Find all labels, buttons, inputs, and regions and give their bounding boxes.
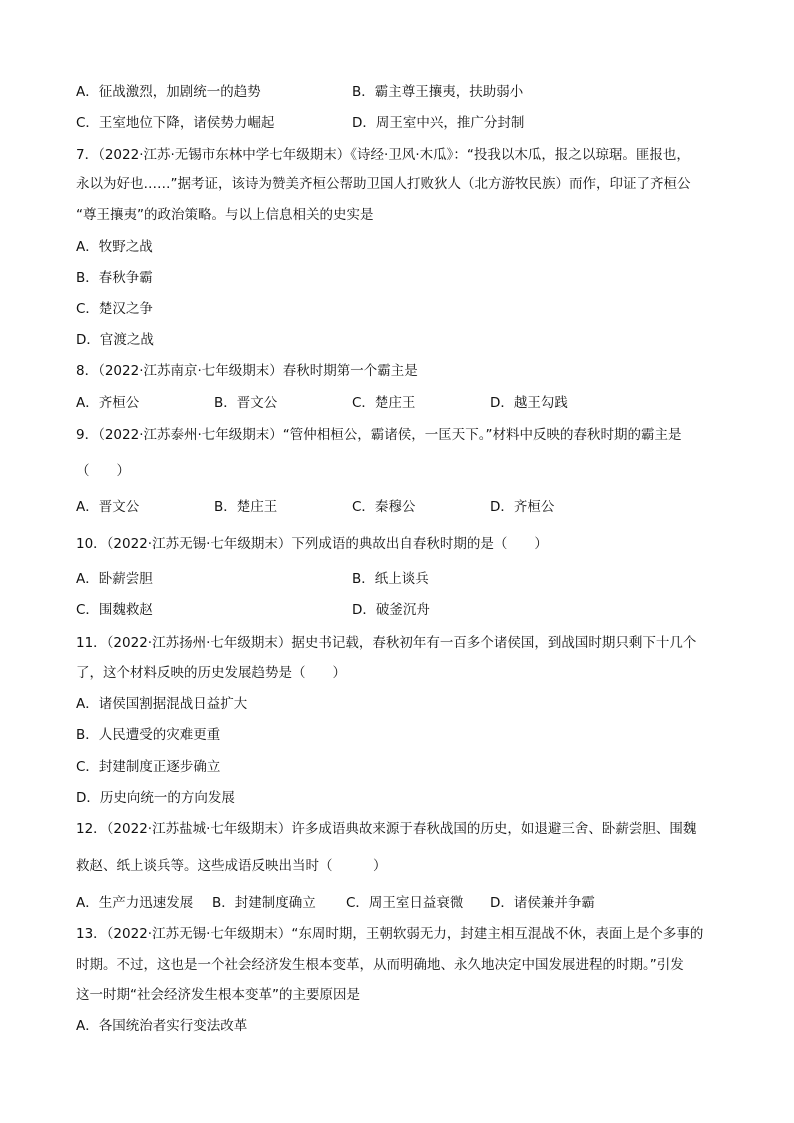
q9-option-d: D．齐桓公 (490, 499, 555, 515)
q12-option-a: A．生产力迅速发展 (76, 895, 194, 911)
q13-stem-line-3: 这一时期“社会经济发生根本变革”的主要原因是 (76, 987, 360, 1003)
q9-option-a: A．晋文公 (76, 499, 140, 515)
q7-stem-line-3: “尊王攘夷”的政治策略。与以上信息相关的史实是 (76, 207, 374, 223)
q6-option-b: B．霸主尊王攘夷，扶助弱小 (352, 84, 524, 100)
q8-option-a: A．齐桓公 (76, 395, 140, 411)
q8-option-c: C．楚庄王 (352, 395, 416, 411)
q11-option-b: B．人民遭受的灾难更重 (76, 727, 221, 743)
q7-stem-line-1: 7．（2022·江苏·无锡市东林中学七年级期末）《诗经·卫风·木瓜》：“投我以木瓜，报之以琼琚。匪报也， (76, 147, 690, 163)
q7-option-c: C．楚汉之争 (76, 301, 153, 317)
q9-stem-line-1: 9．（2022·江苏泰州·七年级期末）“管仲相桓公，霸诸侯，一匡天下。”材料中反映的春秋时期的霸主是 (76, 427, 682, 443)
q10-option-d: D．破釜沉舟 (352, 602, 430, 618)
q11-option-d: D．历史向统一的方向发展 (76, 790, 235, 806)
q11-stem-line-2: 了，这个材料反映的历史发展趋势是（ ） (76, 665, 346, 681)
q8-option-b: B．晋文公 (214, 395, 278, 411)
q13-stem-line-2: 时期。不过，这也是一个社会经济发生根本变革，从而明确地、永久地决定中国发展进程的时期。”引发 (76, 957, 684, 973)
q7-option-a: A．牧野之战 (76, 239, 153, 255)
q10-option-a: A．卧薪尝胆 (76, 571, 153, 587)
q13-option-a: A．各国统治者实行变法改革 (76, 1018, 248, 1034)
q12-option-b: B．封建制度确立 (212, 895, 316, 911)
q11-option-a: A．诸侯国割据混战日益扩大 (76, 696, 248, 712)
q12-stem-line-2: 救赵、纸上谈兵等。这些成语反映出当时（ ） (76, 858, 387, 874)
q8-option-d: D．越王勾践 (490, 395, 568, 411)
q10-option-b: B．纸上谈兵 (352, 571, 429, 587)
q11-stem-line-1: 11．（2022·江苏扬州·七年级期末）据史书记载，春秋初年有一百多个诸侯国，到战国时期只剩下十几个 (76, 635, 697, 651)
q7-option-b: B．春秋争霸 (76, 270, 153, 286)
q11-option-c: C．封建制度正逐步确立 (76, 759, 221, 775)
q10-stem: 10．（2022·江苏无锡·七年级期末）下列成语的典故出自春秋时期的是（ ） (76, 536, 548, 552)
q13-stem-line-1: 13．（2022·江苏无锡·七年级期末）“东周时期，王朝软弱无力，封建主相互混战不休，表面上是个多事的 (76, 926, 704, 942)
q9-stem-line-2: （ ） (76, 463, 130, 479)
q9-option-b: B．楚庄王 (214, 499, 278, 515)
q8-stem: 8．（2022·江苏南京·七年级期末）春秋时期第一个霸主是 (76, 363, 418, 379)
q9-option-c: C．秦穆公 (352, 499, 416, 515)
q6-option-a: A．征战激烈，加剧统一的趋势 (76, 84, 261, 100)
q12-stem-line-1: 12．（2022·江苏盐城·七年级期末）许多成语典故来源于春秋战国的历史，如退避三舍、卧薪尝胆、围魏 (76, 821, 697, 837)
q10-option-c: C．围魏救赵 (76, 602, 153, 618)
q12-option-c: C．周王室日益衰微 (346, 895, 464, 911)
q7-option-d: D．官渡之战 (76, 332, 154, 348)
q7-stem-line-2: 永以为好也……”据考证，该诗为赞美齐桓公帮助卫国人打败狄人（北方游牧民族）而作，印证了齐桓公 (76, 176, 691, 192)
q6-option-c: C．王室地位下降，诸侯势力崛起 (76, 115, 275, 131)
q6-option-d: D．周王室中兴，推广分封制 (352, 115, 525, 131)
q12-option-d: D．诸侯兼并争霸 (490, 895, 595, 911)
